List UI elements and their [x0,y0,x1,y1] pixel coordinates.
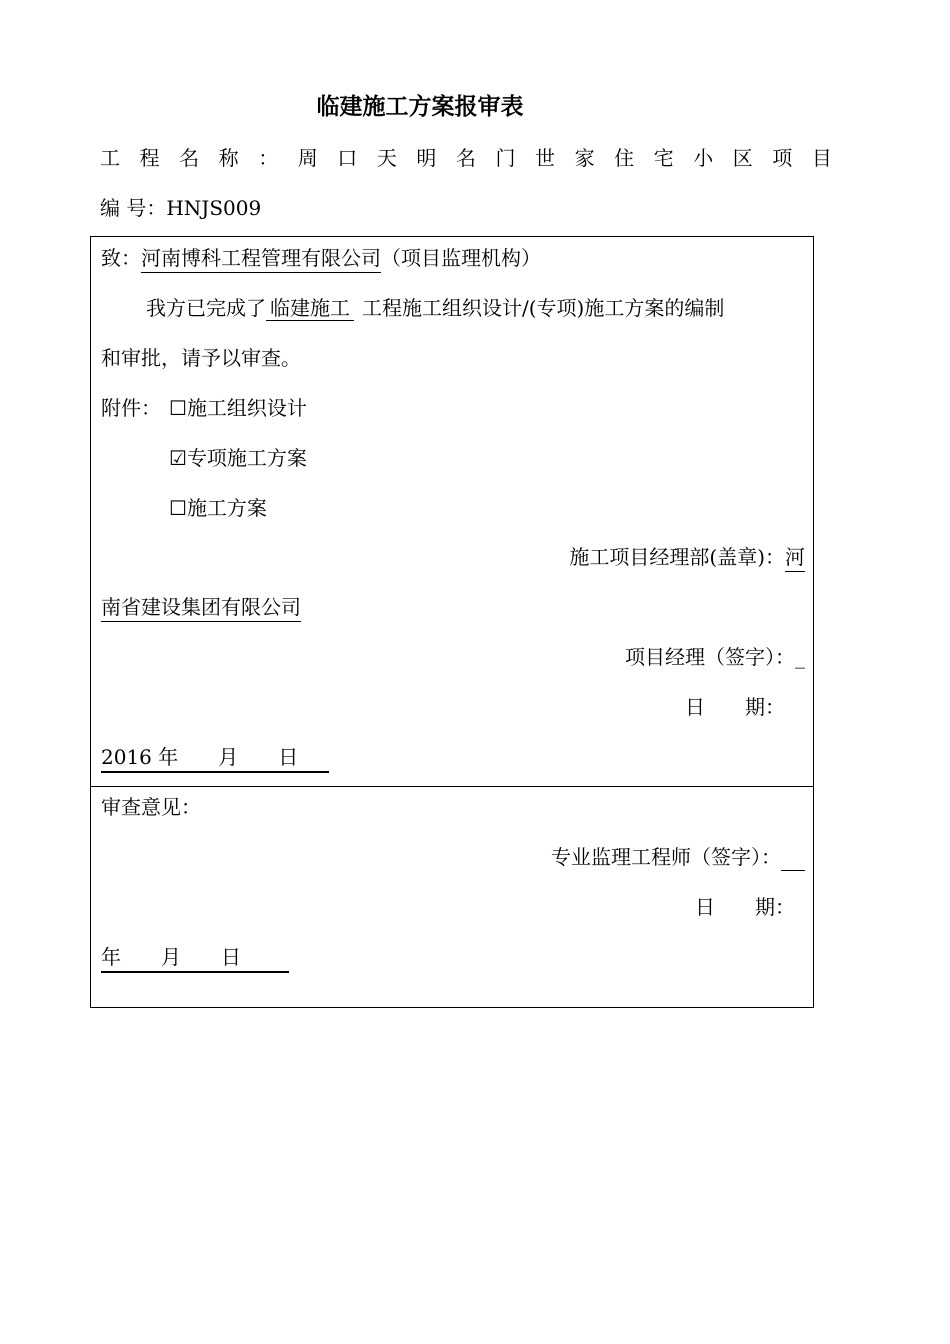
project-name-char: ： [258,146,279,170]
project-name-char: 区 [732,146,753,170]
statement-project: 临建施工 [266,296,354,321]
form-table [90,236,814,1008]
checkbox-icon[interactable]: ☐ [169,496,187,520]
form-code: 编 号：HNJS009 [100,196,262,220]
project-name-char: 口 [337,146,358,170]
statement-pre: 我方已完成了 [146,296,266,320]
dept-label: 施工项目经理部(盖章)： [569,545,785,569]
dept-stamp-line [569,543,805,571]
project-name-char: 项 [772,146,793,170]
attachment-label: 施工组织设计 [186,396,307,420]
project-name-char: 门 [495,146,516,170]
section-divider [91,786,813,787]
statement-post: 工程施工组织设计/(专项)施工方案的编制 [362,296,725,320]
statement-line-2: 和审批，请予以审查。 [101,346,301,370]
project-name-char: 宅 [653,146,674,170]
project-name-char: 周 [297,146,318,170]
project-name-char: 称 [218,146,239,170]
attachment-label: 专项施工方案 [186,446,307,470]
checked-checkbox-icon[interactable]: ☑ [169,446,187,470]
attachments-label: 附件： [101,396,161,420]
project-name-char: 小 [693,146,714,170]
date-label-1: 日 期： [685,695,785,719]
manager-sign-line [625,643,805,671]
form-title: 临建施工方案报审表 [316,93,524,120]
recipient-org: 河南博科工程管理有限公司 [141,246,381,273]
engineer-label: 专业监理工程师（签字）： [551,845,781,869]
project-name-char: 目 [811,146,832,170]
review-label: 审查意见： [101,795,201,819]
statement-line-1 [146,294,724,322]
project-name-char: 名 [179,146,200,170]
recipient-suffix: （项目监理机构） [381,246,541,270]
project-name-char: 明 [416,146,437,170]
checkbox-icon[interactable]: ☐ [169,396,187,420]
project-name-char: 世 [535,146,556,170]
dept-value-rest: 南省建设集团有限公司 [101,595,301,622]
date-value-2[interactable]: 年 月 日 [101,943,289,973]
project-name-char: 工 [100,146,120,170]
project-name-char: 程 [139,146,160,170]
project-name-char: 家 [574,146,595,170]
attachment-item-org-design[interactable] [169,394,307,422]
manager-signature-blank[interactable]: _ [795,645,805,669]
manager-label: 项目经理（签字）： [625,645,795,669]
attachment-item-special-plan[interactable] [169,444,307,472]
dept-value-start: 河 [785,545,805,572]
engineer-signature-blank[interactable] [781,850,805,871]
project-name-char: 天 [376,146,397,170]
project-name-char: 名 [455,146,476,170]
dept-value-cont [101,593,301,621]
project-name-char: 住 [614,146,635,170]
date-label-2: 日 期： [695,895,795,919]
recipient-line [101,244,541,272]
attachment-item-construction-plan[interactable] [169,494,267,522]
attachment-label: 施工方案 [186,496,267,520]
recipient-prefix: 致： [101,246,141,270]
engineer-sign-line [551,843,805,871]
project-name-row [100,144,832,172]
date-value-1[interactable]: 2016 年 月 日 [101,743,329,773]
